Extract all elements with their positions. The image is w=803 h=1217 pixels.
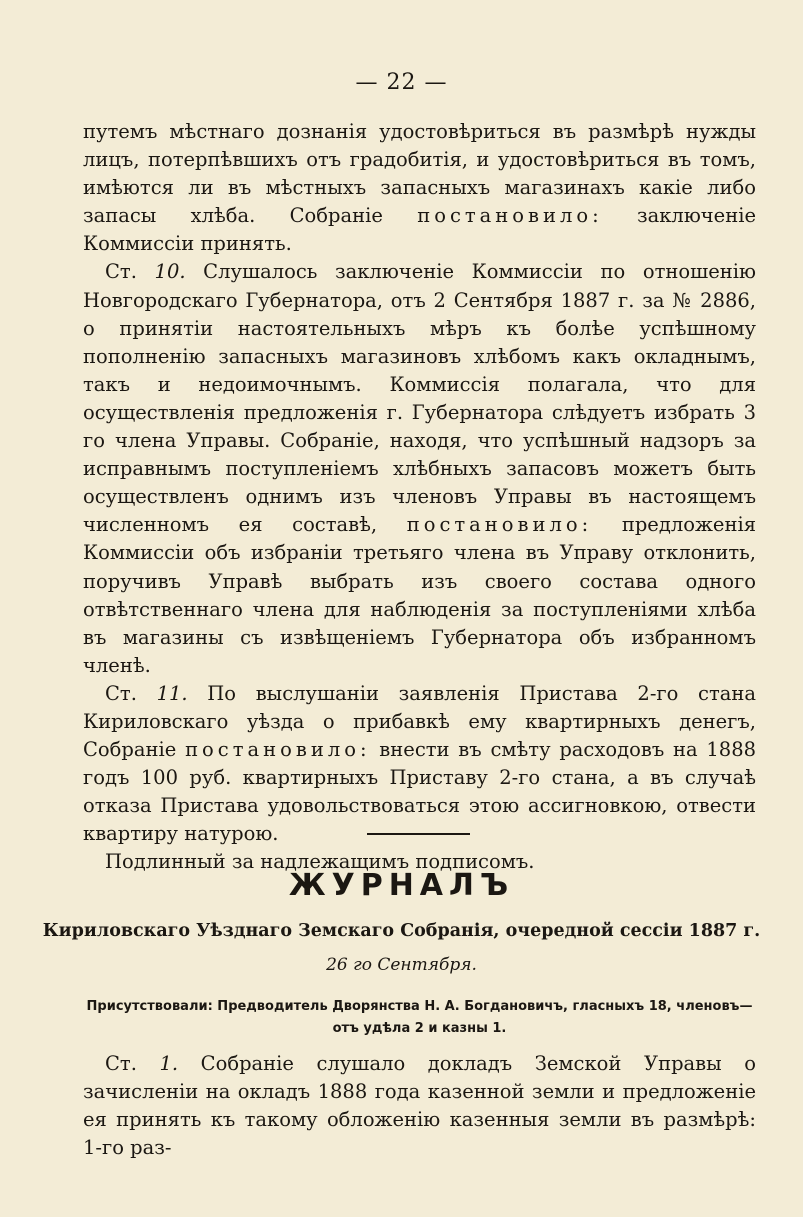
section-9-text-before: путемъ мѣстнаго дознанія удостовѣриться въ размѣрѣ нужды лицъ, потерпѣвшихъ отъ градобитія, и удостовѣриться въ томъ, имѣются ли въ мѣстныхъ запасныхъ магазинахъ какіе либо запасы хлѣба. Собраніе xyxy=(83,120,756,228)
article-10-text-after: предложенія Коммиссіи объ избраніи третьяго члена въ Управу отклонить, поручивъ Управѣ выбрать изъ своего состава одного отвѣтственнаго члена для наблюденія за поступленіями хлѣба въ магазины съ извѣщеніемъ Губернатора объ избранномъ членѣ. xyxy=(83,513,756,677)
journal-date: 26 го Сентября. xyxy=(326,955,477,975)
article-10-number: 10. xyxy=(154,260,186,284)
page-number: — 22 — xyxy=(355,70,448,95)
section-9-text-after: заключеніе Коммиссіи принять. xyxy=(83,204,756,256)
article-1-number: 1. xyxy=(159,1052,179,1075)
article-1-prefix: Ст. xyxy=(105,1052,160,1075)
journal-subtitle: Кириловскаго Уѣзднаго Земскаго Собранія, очередной сессіи 1887 г. xyxy=(42,921,761,941)
article-1-text: Собраніе слушало докладъ Земской Управы о зачисленіи на окладъ 1888 года казенной земли и предложеніе ея принять къ такому обложенію казенныя земли въ размѣрѣ: 1-го раз- xyxy=(83,1052,756,1160)
article-11-text-before: По выслушаніи заявленія Пристава 2-го стана Кириловскаго уѣзда о прибавкѣ ему квартирныхъ денегъ, Собраніе xyxy=(83,681,757,762)
section-divider xyxy=(367,833,470,835)
article-1 xyxy=(83,1050,756,1162)
final-text xyxy=(83,1050,756,1162)
article-10-resolved-word: постановило: xyxy=(406,513,593,537)
article-11-prefix: Ст. xyxy=(105,681,157,705)
signature-note: Подлинный за надлежащимъ подписомъ. xyxy=(105,850,535,874)
article-11 xyxy=(83,680,756,849)
article-10 xyxy=(83,258,756,679)
article-10-text-before: Слушалось заключеніе Коммиссіи по отношенію Новгородскаго Губернатора, отъ 2 Сентября 1887 г. за № 2886, о принятіи настоятельныхъ мѣръ къ болѣе успѣшному пополненію запасныхъ магазиновъ хлѣбомъ какъ окладнымъ, такъ и недоимочнымъ. Коммиссія полагала, что для осуществленія предложенія г. Губернатора слѣдуетъ избрать 3 го члена Управы. Собраніе, находя, что успѣшный надзоръ за исправнымъ поступленіемъ хлѣбныхъ запасовъ можетъ быть осуществленъ однимъ изъ членовъ Управы въ настоящемъ численномъ ея составѣ, xyxy=(83,260,756,537)
article-11-text-after: внести въ смѣту расходовъ на 1888 годъ 100 руб. квартирныхъ Приставу 2-го стана, а въ случаѣ отказа Пристава удовольствоваться этою ассигновкою, отвести квартиру натурою. xyxy=(83,738,757,846)
article-11-number: 11. xyxy=(156,681,188,705)
article-11-resolved-word: постановило: xyxy=(185,738,371,762)
article-10-prefix: Ст. xyxy=(105,260,155,284)
journal-title: ЖУРНАЛЪ xyxy=(288,868,515,903)
section-9-tail xyxy=(83,118,756,258)
body-text xyxy=(83,118,756,877)
resolved-word: постановило: xyxy=(417,204,603,228)
journal-attendance: Присутствовали: Предводитель Дворянства Н. А. Богдановичъ, гласныхъ 18, членовъ—отъ удѣла 2 и казны 1. xyxy=(86,999,753,1036)
